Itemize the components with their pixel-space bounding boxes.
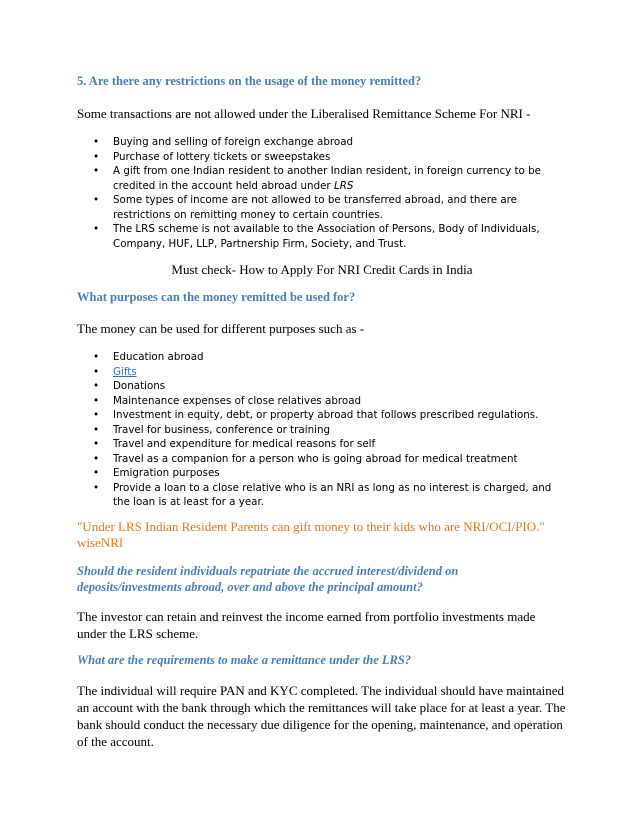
restrictions-list bbox=[77, 135, 567, 251]
bullet-icon: • bbox=[93, 150, 100, 163]
list-item-text: A gift from one Indian resident to another Indian resident, in foreign currency to be credited in the account held abroad under bbox=[113, 165, 541, 192]
list-item-text: Provide a loan to a close relative who is an NRI as long as no interest is charged, and the loan is at least for a year. bbox=[113, 481, 552, 508]
list-item bbox=[77, 135, 567, 150]
restrictions-intro: Some transactions are not allowed under the Liberalised Remittance Scheme For NRI - bbox=[77, 106, 531, 121]
quote-source: wiseNRI bbox=[77, 535, 124, 550]
list-item bbox=[77, 379, 567, 394]
must-check-line: Must check- How to Apply For NRI Credit Cards in India bbox=[171, 262, 473, 277]
list-item-text: Donations bbox=[113, 380, 166, 392]
bullet-icon: • bbox=[93, 467, 100, 479]
bullet-icon: • bbox=[93, 481, 100, 494]
list-item-text: The LRS scheme is not available to the Association of Persons, Body of Individuals, Company, HUF, LLP, Partnership Firm, Society, and Trust. bbox=[113, 223, 540, 250]
list-item bbox=[77, 452, 567, 467]
bullet-icon: • bbox=[93, 423, 100, 436]
bullet-icon: • bbox=[93, 351, 100, 363]
quote-text: "Under LRS Indian Resident Parents can gift money to their kids who are NRI/OCI/PIO." bbox=[77, 519, 545, 534]
list-item-text: Travel and expenditure for medical reasons for self bbox=[113, 438, 376, 450]
bullet-icon: • bbox=[93, 165, 100, 177]
bullet-icon: • bbox=[93, 223, 100, 235]
list-item-text: Education abroad bbox=[113, 351, 204, 363]
section-heading-restrictions: 5. Are there any restrictions on the usage of the money remitted? bbox=[77, 74, 422, 88]
list-item-text: Travel for business, conference or training bbox=[113, 423, 331, 436]
list-item bbox=[77, 193, 567, 222]
list-item bbox=[77, 437, 567, 452]
list-item bbox=[77, 466, 567, 481]
list-item bbox=[77, 481, 567, 510]
list-item-text: Emigration purposes bbox=[113, 467, 220, 479]
bullet-icon: • bbox=[93, 194, 100, 206]
bullet-icon: • bbox=[93, 452, 100, 465]
section-heading-repatriate-1: Should the resident individuals repatriate the accrued interest/dividend on bbox=[77, 564, 459, 578]
list-item-text: Buying and selling of foreign exchange abroad bbox=[113, 136, 354, 148]
list-item bbox=[77, 150, 567, 165]
list-item-text: Maintenance expenses of close relatives abroad bbox=[113, 394, 362, 407]
list-item-text: Travel as a companion for a person who is going abroad for medical treatment bbox=[113, 452, 518, 465]
list-item bbox=[77, 222, 567, 251]
list-item bbox=[77, 164, 567, 193]
gifts-link[interactable]: Gifts bbox=[113, 365, 137, 378]
bullet-icon: • bbox=[93, 136, 100, 148]
list-item-emphasis: LRS bbox=[333, 179, 354, 192]
list-item bbox=[77, 408, 567, 423]
bullet-icon: • bbox=[93, 380, 100, 392]
list-item-text: Purchase of lottery tickets or sweepstakes bbox=[113, 150, 331, 163]
list-item bbox=[77, 365, 567, 380]
purposes-intro: The money can be used for different purposes such as - bbox=[77, 321, 365, 336]
section-heading-requirements: What are the requirements to make a remittance under the LRS? bbox=[77, 653, 412, 667]
bullet-icon: • bbox=[93, 409, 100, 421]
list-item-text: Some types of income are not allowed to be transferred abroad, and there are restrictions on remitting money to certain countries. bbox=[113, 194, 518, 221]
list-item bbox=[77, 350, 567, 365]
purposes-list bbox=[77, 350, 567, 510]
list-item bbox=[77, 394, 567, 409]
bullet-icon: • bbox=[93, 365, 100, 378]
bullet-icon: • bbox=[93, 438, 100, 450]
section-heading-purposes: What purposes can the money remitted be used for? bbox=[77, 290, 356, 304]
list-item-text: Investment in equity, debt, or property abroad that follows prescribed regulations. bbox=[113, 409, 539, 421]
repatriate-body: The investor can retain and reinvest the income earned from portfolio investments made under the LRS scheme. bbox=[77, 609, 536, 641]
requirements-body: The individual will require PAN and KYC completed. The individual should have maintained an account with the bank through which the remittances will take place for at least a year. The bank should conduct the necessary due diligence for the opening, maintenance, and operation of the account. bbox=[77, 683, 566, 749]
list-item bbox=[77, 423, 567, 438]
bullet-icon: • bbox=[93, 394, 100, 407]
section-heading-repatriate-2: deposits/investments abroad, over and above the principal amount? bbox=[77, 580, 423, 594]
